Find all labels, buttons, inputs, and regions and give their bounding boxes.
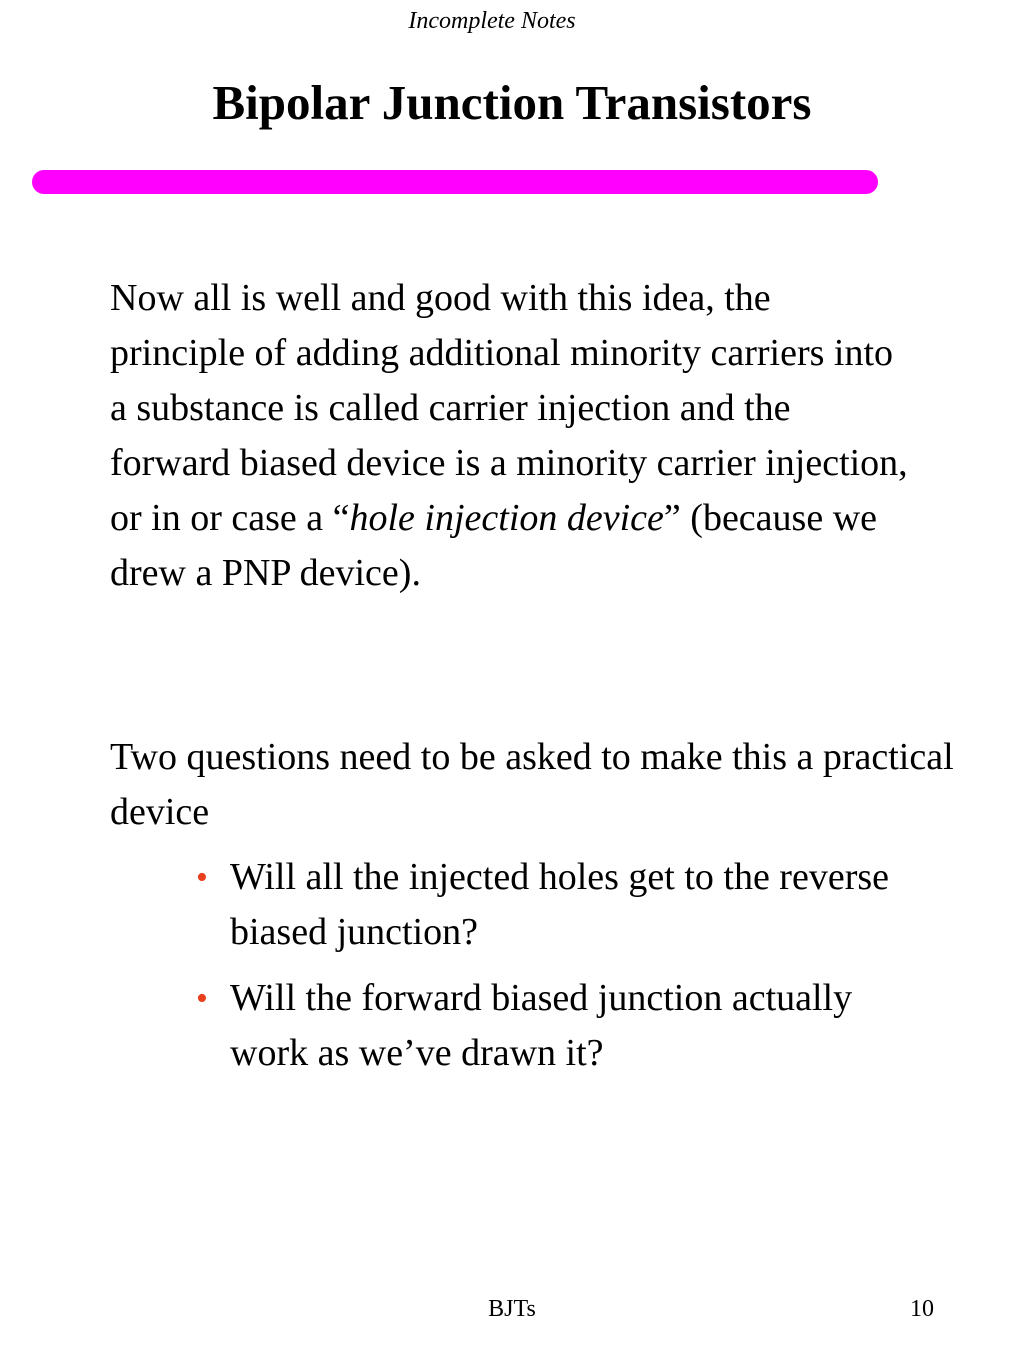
paragraph-1-text-end: ” (because we drew a PNP device). <box>110 497 878 594</box>
title-underline-bar <box>32 170 878 194</box>
question-list <box>196 850 916 1092</box>
body-paragraph-1 <box>110 271 910 601</box>
list-item-text: Will the forward biased junction actually work as we’ve drawn it? <box>230 977 853 1074</box>
paragraph-1-italic-term: hole injection device <box>349 497 664 539</box>
bullet-icon: • <box>196 859 208 896</box>
header-note: Incomplete Notes <box>408 8 576 34</box>
list-item <box>196 971 916 1081</box>
slide-title: Bipolar Junction Transistors <box>212 75 812 130</box>
paragraph-1-text-start: Now all is well and good with this idea, the principle of adding additional minority carriers into a substance is called carrier injection and the forward biased device is a minority carrier injection, or in or case a “ <box>110 277 908 539</box>
body-paragraph-2: Two questions need to be asked to make this a practical device <box>110 736 954 833</box>
list-item <box>196 850 916 960</box>
footer-label: BJTs <box>488 1296 536 1322</box>
page-number: 10 <box>910 1296 934 1322</box>
bullet-icon: • <box>196 980 208 1017</box>
list-item-text: Will all the injected holes get to the reverse biased junction? <box>230 856 890 953</box>
